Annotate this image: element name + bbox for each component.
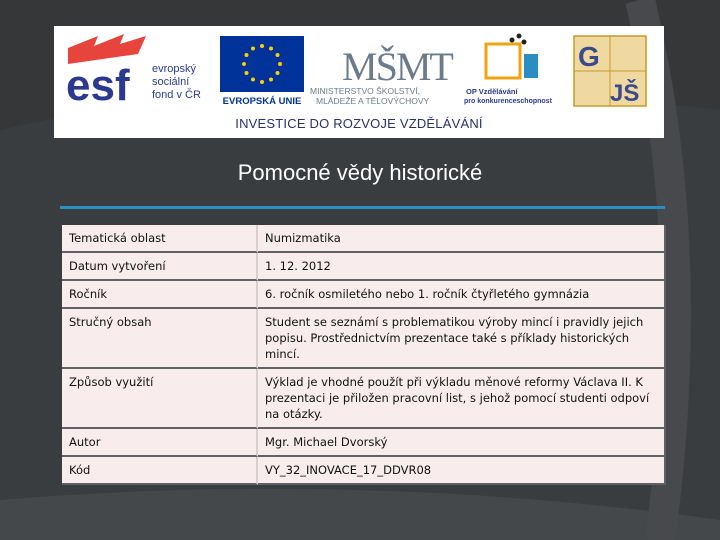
msmt-line2: MLÁDEŽE A TĚLOVÝCHOVY — [316, 96, 430, 106]
table-row — [62, 429, 666, 457]
table-row — [62, 253, 666, 281]
table-row — [62, 225, 666, 253]
esf-logo — [66, 34, 201, 110]
table-row — [62, 309, 666, 369]
esf-line1: evropský — [152, 63, 197, 75]
row-label: Autor — [62, 429, 258, 457]
esf-line2: sociální — [152, 76, 190, 88]
msmt-logo — [310, 44, 453, 106]
row-value: 6. ročník osmiletého nebo 1. ročník čtyřletého gymnázia — [258, 281, 666, 309]
esf-line3: fond v ČR — [152, 89, 201, 101]
gjs-logo — [574, 36, 646, 107]
esf-letters: esf — [66, 61, 130, 110]
table-row — [62, 369, 666, 429]
gjs-letters-bottom: JŠ — [610, 80, 640, 107]
row-label: Stručný obsah — [62, 309, 258, 369]
row-label: Kód — [62, 457, 258, 485]
eu-logo — [220, 36, 304, 107]
info-table — [62, 225, 666, 485]
gjs-letters-top: G — [578, 41, 600, 72]
op-line2: pro konkurenceschopnost — [464, 98, 552, 105]
row-label: Datum vytvoření — [62, 253, 258, 281]
row-label: Tematická oblast — [62, 225, 258, 253]
msmt-letters: MŠMT — [342, 44, 452, 89]
page-title: Pomocné vědy historické — [237, 160, 483, 185]
row-value: Student se seznámí s problematikou výroby mincí i pravidly jejich popisu. Prostřednictvím prezentace také s příklady historických mincí. — [258, 309, 666, 369]
title-divider — [60, 206, 665, 209]
row-value: VY_32_INOVACE_17_DDVR08 — [258, 457, 666, 485]
logo-banner — [54, 26, 664, 138]
op-logo — [464, 34, 553, 106]
row-value: 1. 12. 2012 — [258, 253, 666, 281]
eu-label: EVROPSKÁ UNIE — [222, 96, 302, 107]
row-label: Způsob využití — [62, 369, 258, 429]
msmt-line1: MINISTERSTVO ŠKOLSTVÍ, — [310, 86, 421, 96]
table-row — [62, 281, 666, 309]
row-label: Ročník — [62, 281, 258, 309]
row-value: Výklad je vhodné použít při výkladu měnové reformy Václava II. K prezentaci je přiložen pracovní list, s jehož pomocí studenti odpoví na otázky. — [258, 369, 666, 429]
row-value: Mgr. Michael Dvorský — [258, 429, 666, 457]
banner-caption: INVESTICE DO ROZVOJE VZDĚLÁVÁNÍ — [235, 116, 483, 131]
op-line1: OP Vzdělávání — [466, 87, 518, 96]
row-value: Numizmatika — [258, 225, 666, 253]
table-row — [62, 457, 666, 485]
